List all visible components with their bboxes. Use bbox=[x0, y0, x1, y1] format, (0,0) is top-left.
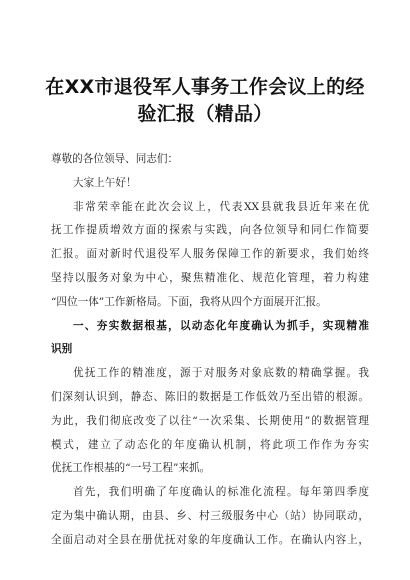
section-heading-1 bbox=[51, 315, 369, 363]
document-title bbox=[40, 74, 370, 128]
paragraph-line: 非常荣幸能在此次会议上，代表XX县就我县近年来在优 bbox=[73, 200, 369, 213]
paragraph-2 bbox=[51, 362, 369, 481]
paragraph-line: 首先，我们明确了年度确认的标准化流程。每年第四季度 bbox=[73, 486, 369, 499]
section-heading-line: 一、夯实数据根基，以动态化年度确认为抓手，实现精准 bbox=[73, 319, 369, 332]
paragraph-line: 汇报。面对新时代退役军人服务保障工作的新要求，我们始终 bbox=[51, 248, 369, 261]
paragraph-line: 全面启动对全县在册优抚对象的年度确认工作。在确认内容上， bbox=[51, 533, 369, 546]
paragraph-line: 为此，我们彻底改变了以往“一次采集、长期使用”的数据管理 bbox=[51, 414, 369, 427]
paragraph-line: 抚工作提质增效方面的探索与实践，向各位领导和同仁作简要 bbox=[51, 224, 369, 237]
paragraph-3 bbox=[51, 481, 369, 552]
section-heading-line: 识别 bbox=[51, 343, 73, 356]
title-line-2: 验汇报（精品） bbox=[137, 103, 273, 125]
paragraph-line: 优抚工作根基的“一号工程”来抓。 bbox=[51, 462, 211, 475]
intro-paragraph bbox=[51, 196, 369, 315]
paragraph-line: 坚持以服务对象为中心，聚焦精准化、规范化管理，着力构建 bbox=[51, 271, 369, 284]
document-body bbox=[51, 148, 369, 553]
title-line-1: 在XX市退役军人事务工作会议上的经 bbox=[45, 76, 365, 98]
paragraph-line: 优抚工作的精准度，源于对服务对象底数的精确掌握。我 bbox=[73, 367, 369, 380]
paragraph-line: “四位一体”工作新格局。下面，我将从四个方面展开汇报。 bbox=[51, 295, 327, 308]
paragraph-line: 定为集中确认期，由县、乡、村三级服务中心（站）协同联动， bbox=[51, 509, 369, 522]
salutation: 尊敬的各位领导、同志们： bbox=[51, 153, 179, 165]
greeting: 大家上午好！ bbox=[73, 176, 137, 189]
paragraph-line: 模式，建立了动态化的年度确认机制，将此项工作作为夯实 bbox=[51, 438, 369, 451]
paragraph-line: 们深刻认识到，静态、陈旧的数据是工作低效乃至出错的根源。 bbox=[51, 390, 369, 403]
